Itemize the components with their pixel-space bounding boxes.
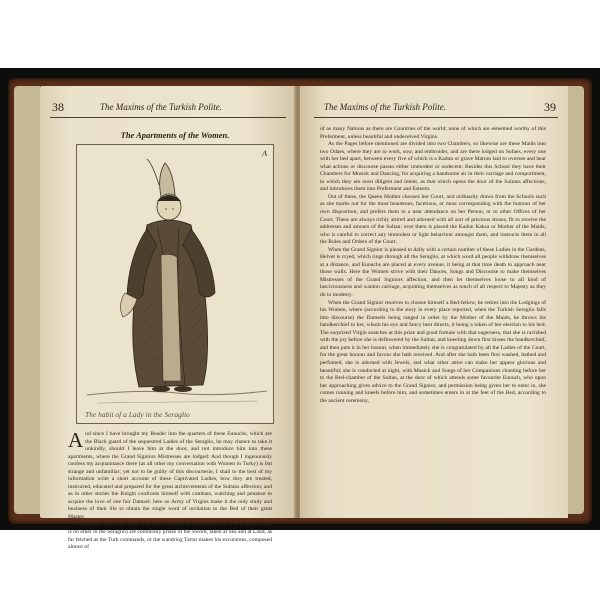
left-page [40,86,296,551]
right-paragraph-5: When the Grand Signior resolves to choose himself a Bed-fellow, he retires into the Lodgings of his Women, where (according to the story in every place reported, when the Turkish Seraglio falls into discourse) the Damsels being ranged in order by the Mother of the Maids, he throws his handkerchief to her, whom his eye and fancy best directs, it being a token of her election to his bed. The surprized Virgin snatches at this prize and good fortune with that eagerness, that she is ravished with the joy before she is deflowered by the Sultan, and kneeling down first kisses the handkerchief, and then puts it in her bosom, when immediately she is congratulated by all the Ladies of the Court, for the great honour and favour she hath received. And after she hath been first washed, bathed and perfumed, she is adorned with Jewels, and what other attire can make her appear glorious and beautiful; she is conducted at night, with Musick and Songs of her Companions chanting before her to the Bed-chamber of the Sultan, at the door of which attends some favourite Eunuch, who upon her approaching gives advice to the Grand Signior, and permission being given her to enter in, she comes running and kneels before him, and sometimes enters in at the feet of the Bed, according to the ancient ceremony, [320,299,546,404]
engraving-plate [76,144,274,424]
right-paragraph-1: of as many Nations as there are Countries of the world; none of which are esteemed worthy of this Preferment, unless beautiful and undeceived Virgins. [320,126,546,140]
left-page-number: 38 [52,100,64,114]
right-running-head: The Maxims of the Turkish Polite. [324,102,446,112]
right-page [300,86,568,518]
plate-title: The Apartments of the Women. [120,130,230,140]
left-paragraph-2: The Reader then must know that this Assembly of fair Women (for it is probable there is no other in the Seraglio) are commonly prizes of the Sword, taken at Sea and at Land, as far fetched as the Turk commands, or the wandring Tartar makes his excursions, composed almost of [68,521,272,551]
right-paragraph-2: As the Pages before mentioned are divided into two Chambers, so likewise are these Maids into two Odaes, where they are to work, sow, and embroider, and are there lodged on Sofaes, every one with her bed apart, between every five of which is a Kadun or grave Matron laid to oversee and hear what actions or discourse passes either immodest or undecent: Besides this School they have their Chambers for Musick and Dancing, for acquiring a handsome air in their carriage and comportment, to which they are most diligent and intent, as that which opens the door of the Sultans affections, and introduces them into Preferment and Esteem. [320,141,546,193]
drop-cap: A [68,428,84,452]
right-header-rule [314,117,558,118]
left-running-head: The Maxims of the Turkish Polite. [100,102,222,112]
right-body-text [320,126,546,405]
plate-caption: The habit of a Lady in the Seraglio [85,410,190,419]
left-paragraph-1-text: nd since I have brought my Reader into the quarters of these Eunuchs, which are the Black guard of the sequestred Ladies of the Seraglio, he may chance to take it unkindly, should I leave him at the door, and not introduce him into these apartments, where the Grand Signiors Mistresses are lodged: And though I ingenuously confess my acquaintance there (as all other my conversation with Women in Turky) is but strange and unfamiliar; yet not to be guilty of this discourtesie, I shall to the best of my information write a short account of these Captivated Ladies, how they are treated, instructed, educated and prepared for the great atchievements of the Sultans affection; and as in other stories the Knight confronts himself with combats, watching and penance to acquire the love of one fair Damsel: here so Army of Virgins make it the only study and business of their life to obtain the single word of invitation to the Bed of their great Master. [68,431,272,521]
left-paragraph-1 [68,428,272,522]
plate-letter: A [262,149,267,158]
lady-figure-engraving [77,145,273,423]
right-paragraph-3: Out of these, the Queen Mother chooses her Court, and ordinarily draws from the Schools such as she marks out for the most beauteous, facetious, or most corresponding with the humour of her own disposition, and prefers them to a near attendance on her Person, or to other Offices of her Court. These are always richly attired and adorned with all sort of precious stones, fit to receive the addresses and amours of the Sultan: over them is placed the Kadun Kaksa or Mother of the Maids, who is careful to correct any immodest or light behaviour amongst them, and instructs them in all the Rules and Orders of the Court. [320,193,546,246]
left-page-edges [14,86,40,514]
right-paragraph-4: When the Grand Signior is pleased to dally with a certain number of these Ladies in the Gardens, Helvet is cryed, which rings through all the Seraglio, at which word all people withdraw themselves at a distance, and Eunuchs are placed at every avenue, it being at that time death to approach near those walls. Here the Women strive with their Dances, Songs and Discourse to make themselves Mistresses of the Grand Signiors affection, and then let themselves loose to all kind of lasciviousness and wanton carriage, acquitting themselves as touch of all respect to Majesty as they do to modesty. [320,246,546,299]
right-page-number: 39 [544,100,556,114]
left-body-text [68,428,272,552]
left-header-rule [50,117,286,118]
right-page-edges [568,86,584,514]
